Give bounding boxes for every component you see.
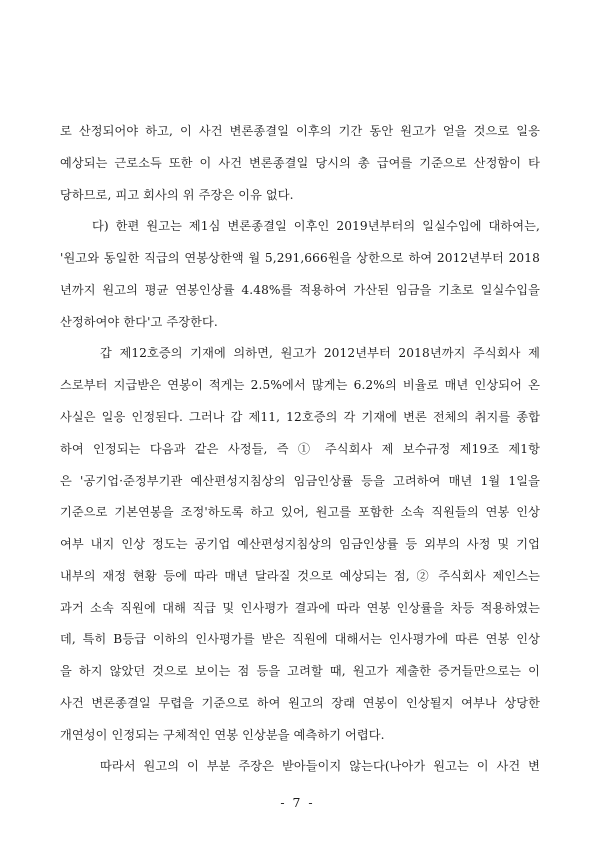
text-line: 스로부터 지급받은 연봉이 적게는 2.5%에서 많게는 6.2%의 비율로 매년 인상되어 온 [60, 378, 540, 392]
text-line: 로 산정되어야 하고, 이 사건 변론종결일 이후의 기간 동안 원고가 얻을 것으로 일응 [60, 124, 540, 138]
text-line: 사건 변론종결일 무렵을 기준으로 하여 원고의 장래 연봉이 인상될지 여부나 상당한 [60, 696, 540, 710]
text-line: '원고와 동일한 직급의 연봉상한액 월 5,291,666원을 상한으로 하여 2012년부터 2018 [60, 251, 540, 265]
text-line: 당하므로, 피고 회사의 위 주장은 이유 없다. [60, 188, 294, 202]
text-line: 다) 한편 원고는 제1심 변론종결일 이후인 2019년부터의 일실수입에 대하여는, [92, 219, 540, 233]
text-line: 을 하지 않았던 것으로 보이는 점 등을 고려할 때, 원고가 제출한 증거들만으로는 이 [60, 664, 540, 678]
page-number: - 7 - [280, 795, 315, 810]
text-line: 산정하여야 한다'고 주장한다. [60, 315, 218, 329]
text-line: 데, 특히 B등급 이하의 인사평가를 받은 직원에 대해서는 인사평가에 따른 연봉 인상 [60, 632, 540, 646]
text-line: 여부 내지 인상 정도는 공기업 예산편성지침상의 임금인상률 등 외부의 사정 및 기업 [60, 537, 540, 551]
text-line: 내부의 재정 현황 등에 따라 매년 달라질 것으로 예상되는 점, ② 주식회사 제인스는 [60, 569, 540, 583]
text-line: 따라서 원고의 이 부분 주장은 받아들이지 않는다(나아가 원고는 이 사건 변 [100, 759, 540, 773]
text-line: 사실은 일응 인정된다. 그러나 갑 제11, 12호증의 각 기재에 변론 전체의 취지를 종합 [60, 410, 540, 424]
text-line: 하여 인정되는 다음과 같은 사정들, 즉 ① 주식회사 제 보수규정 제19조 제1항 [60, 442, 540, 456]
text-line: 갑 제12호증의 기재에 의하면, 원고가 2012년부터 2018년까지 주식회사 제 [100, 346, 540, 360]
text-line: 예상되는 근로소득 또한 이 사건 변론종결일 당시의 총 급여를 기준으로 산정함이 타 [60, 156, 540, 170]
text-line: 년까지 원고의 평균 연봉인상률 4.48%를 적용하여 가산된 임금을 기초로 일실수입을 [60, 283, 540, 297]
text-line: 과거 소속 직원에 대해 직급 및 인사평가 결과에 따라 연봉 인상률을 차등 적용하였는 [60, 601, 540, 615]
text-line: 개연성이 인정되는 구체적인 연봉 인상분을 예측하기 어렵다. [60, 728, 385, 742]
text-line: 기준으로 기본연봉을 조정'하도록 하고 있어, 원고를 포함한 소속 직원들의 연봉 인상 [60, 505, 540, 519]
text-line: 은 '공기업·준정부기관 예산편성지침상의 임금인상률 등을 고려하여 매년 1월 1일을 [60, 474, 540, 488]
